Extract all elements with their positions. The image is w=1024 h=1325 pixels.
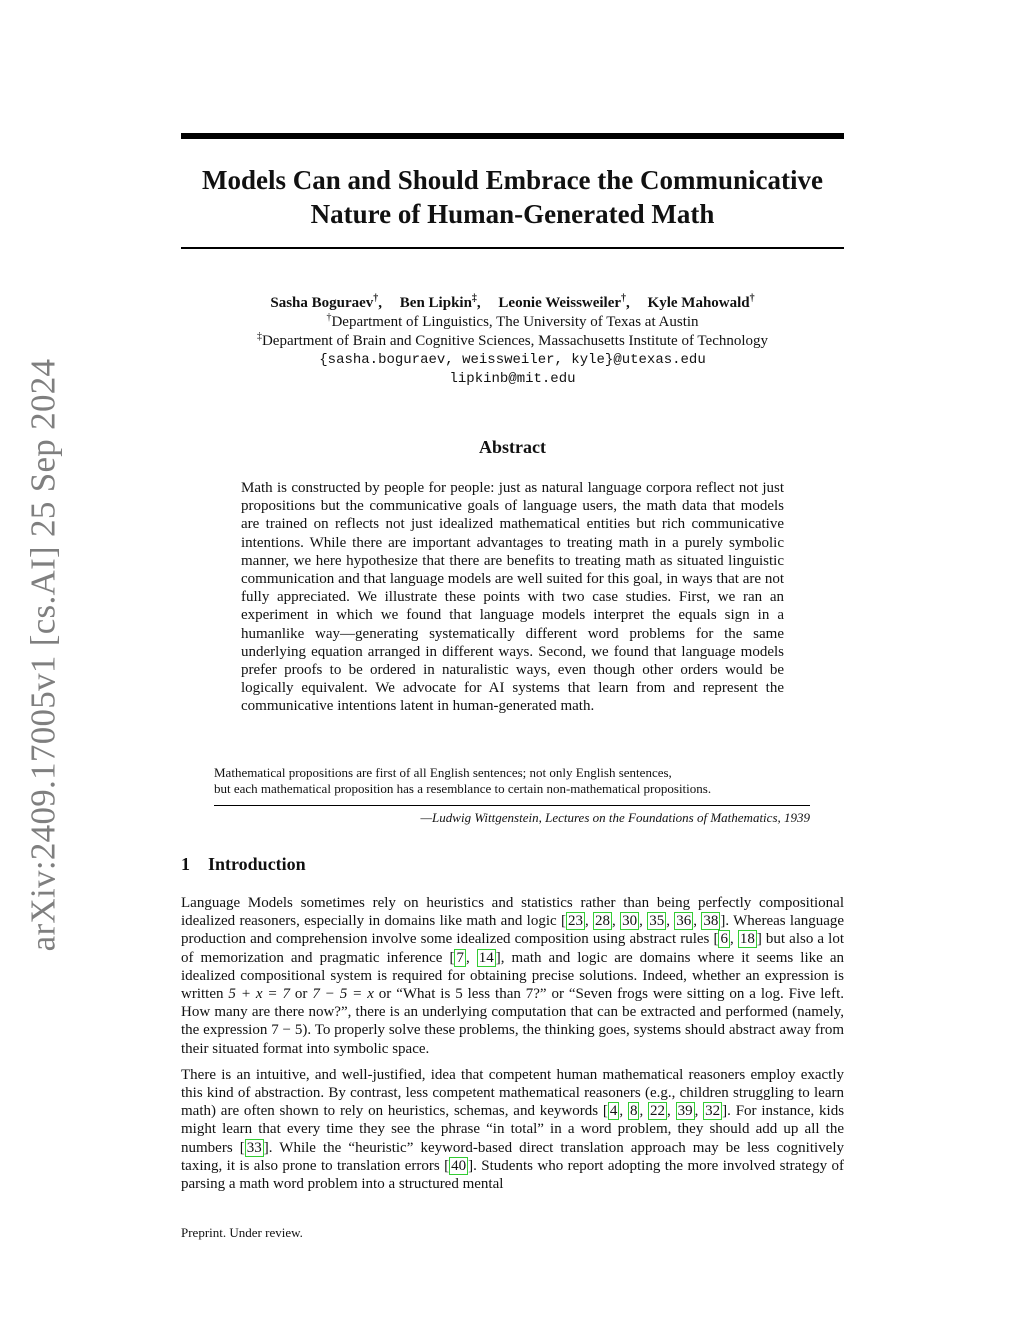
epigraph-quote — [214, 765, 810, 797]
citation-link[interactable]: 14 — [478, 949, 494, 966]
citation-link[interactable]: 8 — [629, 1103, 638, 1120]
email-mit: lipkinb@mit.edu — [449, 371, 576, 387]
affiliation-2: ‡Department of Brain and Cognitive Sciences, Massachusetts Institute of Technology — [256, 331, 769, 349]
abstract-heading: Abstract — [479, 437, 546, 457]
author-2: Ben Lipkin‡, — [399, 293, 481, 311]
epigraph-line-2: but each mathematical proposition has a resemblance to certain non-mathematical propositions. — [214, 781, 712, 796]
section-heading-introduction — [181, 854, 306, 875]
arxiv-identifier-stamp — [14, 358, 72, 952]
abstract-body: Math is constructed by people for people: just as natural language corpora reflect not just propositions but the communicative goals of language users, the math data that models are trained on reflects not just idealized mathematical entities but rich communicative intentions. While there are important advantages to treating math in a purely symbolic manner, we here hypothesize that there are benefits to treating math as situated linguistic communication and that language models are well suited for this goal, in ways that are not fully appreciated. We illustrate these points with two case studies. First, we ran an experiment in which we found that language models interpret the equals sign in a humanlike way—generating systematically different word problems for the same underlying equation arranged in different ways. Second, we found that language models prefer proofs to be ordered in naturalistic ways, even though other orders would be logically equivalent. We advocate for AI systems that learn from and represent the communicative intentions latent in human-generated math. — [241, 480, 784, 715]
citation-link[interactable]: 32 — [705, 1103, 721, 1120]
citation-link[interactable]: 22 — [650, 1103, 666, 1120]
author-3: Leonie Weissweiler†, — [498, 293, 630, 311]
paper-title — [181, 163, 844, 231]
affiliation-1: †Department of Linguistics, The University of Texas at Austin — [326, 312, 699, 330]
citation-link[interactable]: 38 — [703, 913, 719, 930]
citation-link[interactable]: 23 — [567, 913, 583, 930]
section-number: 1 — [181, 854, 190, 874]
section-title: Introduction — [208, 854, 306, 874]
paragraph-1: Language Models sometimes rely on heuristics and statistics rather than being perfectly compositional idealized reasoners, especially in domains like math and logic [ 23 , 28 , 30 , 35 , 36 , 38 ]. Whereas language production and comprehension involve some idealized composition using abstract rules [ 6 , 18 ] but also a lot of memorization and pragmatic inference [ 7 , 14 ], math and logic are domains where it seems like an idealized compositional system is required for obtaining precise solutions. Indeed, whether an expression is written 5 + x = 7 or 7 − 5 = x or “What is 5 less than 7?” or “Seven frogs were sitting on a log. Five left. How many are there now?”, there is an underlying computation that can be extracted and performed (namely, the expression 7 − 5). To properly solve these problems, the thinking goes, systems should abstract away from their situated format into symbolic space. — [181, 895, 845, 1057]
introduction-body — [181, 894, 844, 1201]
title-line-1: Models Can and Should Embrace the Communicative — [201, 165, 824, 195]
title-line-2: Nature of Human-Generated Math — [310, 199, 715, 229]
epigraph-line-1: Mathematical propositions are first of all English sentences; not only English sentences, — [214, 765, 672, 780]
citation-link[interactable]: 4 — [609, 1103, 618, 1120]
citation-link[interactable]: 30 — [622, 913, 638, 930]
citation-link[interactable]: 33 — [246, 1139, 262, 1156]
paragraph-2: There is an intuitive, and well-justified, idea that competent human mathematical reasoners employ exactly this kind of abstraction. By contrast, less competent mathematical reasoners (e.g., children struggling to learn math) are often shown to rely on heuristics, schemas, and keywords [ 4 , 8 , 22 , 39 , 32 ]. For instance, kids might learn that every time they see the phrase “in total” in a word problem, they should add up all the numbers [ 33 ]. While the “heuristic” keyword-based direct translation approach may be less cognitively taxing, it is also prone to translation errors [ 40 ]. Students who report adopting the more involved strategy of parsing a math word problem into a structured mental — [181, 1066, 845, 1193]
author-block — [181, 294, 844, 389]
citation-link[interactable]: 6 — [720, 931, 728, 948]
preprint-footer: Preprint. Under review. — [181, 1225, 303, 1240]
math-expression: 5 + x = 7 — [228, 986, 290, 1003]
epigraph-attribution: —Ludwig Wittgenstein, Lectures on the Foundations of Mathematics, 1939 — [420, 810, 810, 825]
title-top-rule — [181, 133, 844, 139]
citation-link[interactable]: 28 — [595, 913, 611, 930]
math-expression: 7 − 5 — [271, 1022, 303, 1039]
citation-link[interactable]: 35 — [649, 913, 665, 930]
title-bottom-rule — [181, 247, 844, 249]
author-4: Kyle Mahowald† — [647, 293, 755, 311]
citation-link[interactable]: 18 — [739, 931, 755, 948]
citation-link[interactable]: 39 — [677, 1103, 693, 1120]
email-utexas: {sasha.boguraev, weissweiler, kyle}@utexas.edu — [319, 352, 706, 368]
epigraph-rule — [214, 805, 810, 806]
math-expression: 7 − 5 = x — [312, 986, 374, 1003]
citation-link[interactable]: 40 — [451, 1157, 467, 1174]
author-1: Sasha Boguraev†, — [270, 293, 383, 311]
arxiv-identifier-text: arXiv:2409.17005v1 [cs.AI] 25 Sep 2024 — [23, 358, 62, 952]
author-names — [181, 294, 844, 313]
citation-link[interactable]: 36 — [676, 913, 692, 930]
citation-link[interactable]: 7 — [456, 949, 464, 966]
